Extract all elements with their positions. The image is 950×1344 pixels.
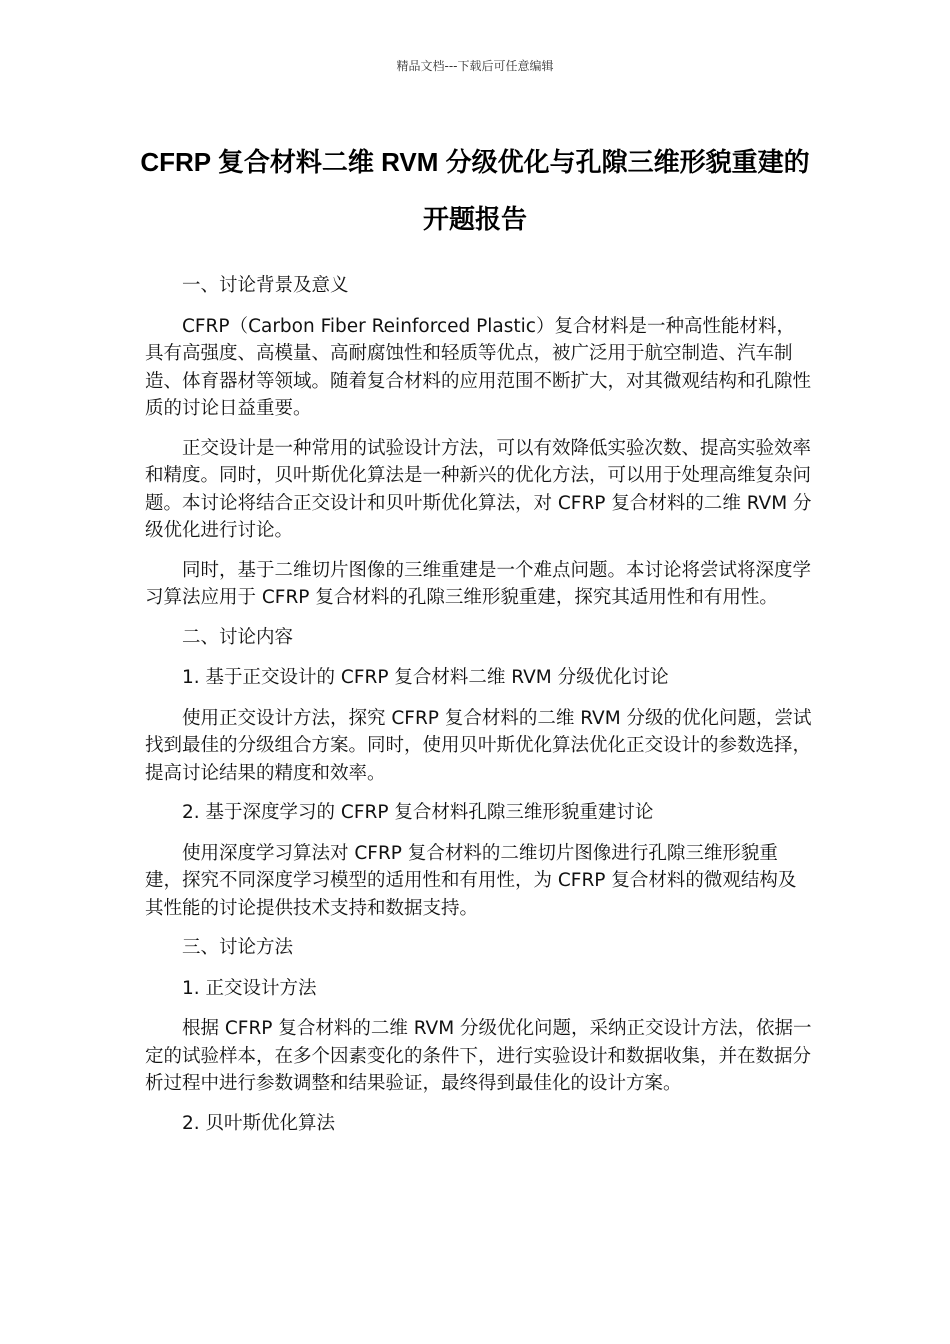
section-heading-background: 一、讨论背景及意义 xyxy=(182,275,349,296)
subheading-orthogonal-method: 1. 正交设计方法 xyxy=(182,977,317,999)
subheading-bayesian: 2. 贝叶斯优化算法 xyxy=(182,1112,336,1134)
document-title: CFRP 复合材料二维 RVM 分级优化与孔隙三维形貌重建的开题报告 xyxy=(140,147,810,234)
paragraph-3d-reconstruction: 同时，基于二维切片图像的三维重建是一个难点问题。本讨论将尝试将深度学习算法应用于 CFRP 复合材料的孔隙三维形貌重建，探究其适用性和有用性。 xyxy=(145,559,812,608)
page-header: 精品文档---下载后可任意编辑 xyxy=(396,59,554,73)
paragraph-deep-learning: 使用深度学习算法对 CFRP 复合材料的二维切片图像进行孔隙三维形貌重建，探究不同深度学习模型的适用性和有用性，为 CFRP 复合材料的微观结构及其性能的讨论提供技术支持和数据支持。 xyxy=(145,842,797,919)
section-heading-methods: 三、讨论方法 xyxy=(182,937,294,958)
paragraph-orthogonal-design: 正交设计是一种常用的试验设计方法，可以有效降低实验次数、提高实验效率和精度。同时，贝叶斯优化算法是一种新兴的优化方法，可以用于处理高维复杂问题。本讨论将结合正交设计和贝叶斯优化算法，对 CFRP 复合材料的二维 RVM 分级优化进行讨论。 xyxy=(145,437,812,541)
section-heading-content: 二、讨论内容 xyxy=(182,626,294,648)
paragraph-rvm-optimization: 使用正交设计方法，探究 CFRP 复合材料的二维 RVM 分级的优化问题，尝试找到最佳的分级组合方案。同时，使用贝叶斯优化算法优化正交设计的参数选择，提高讨论结果的精度和效率。 xyxy=(145,707,812,784)
subheading-rvm-optimization: 1. 基于正交设计的 CFRP 复合材料二维 RVM 分级优化讨论 xyxy=(182,667,669,688)
subheading-deep-learning: 2. 基于深度学习的 CFRP 复合材料孔隙三维形貌重建讨论 xyxy=(182,802,654,823)
document-body xyxy=(145,272,813,1150)
paragraph-orthogonal-method: 根据 CFRP 复合材料的二维 RVM 分级优化问题，采纳正交设计方法，依据一定的试验样本，在多个因素变化的条件下，进行实验设计和数据收集，并在数据分析过程中进行参数调整和结果验证，最终得到最佳化的设计方案。 xyxy=(145,1018,812,1094)
paragraph-cfrp-intro: CFRP（Carbon Fiber Reinforced Plastic）复合材料是一种高性能材料，具有高强度、高模量、高耐腐蚀性和轻质等优点，被广泛用于航空制造、汽车制造、体育器材等领域。随着复合材料的应用范围不断扩大，对其微观结构和孔隙性质的讨论日益重要。 xyxy=(145,315,812,419)
